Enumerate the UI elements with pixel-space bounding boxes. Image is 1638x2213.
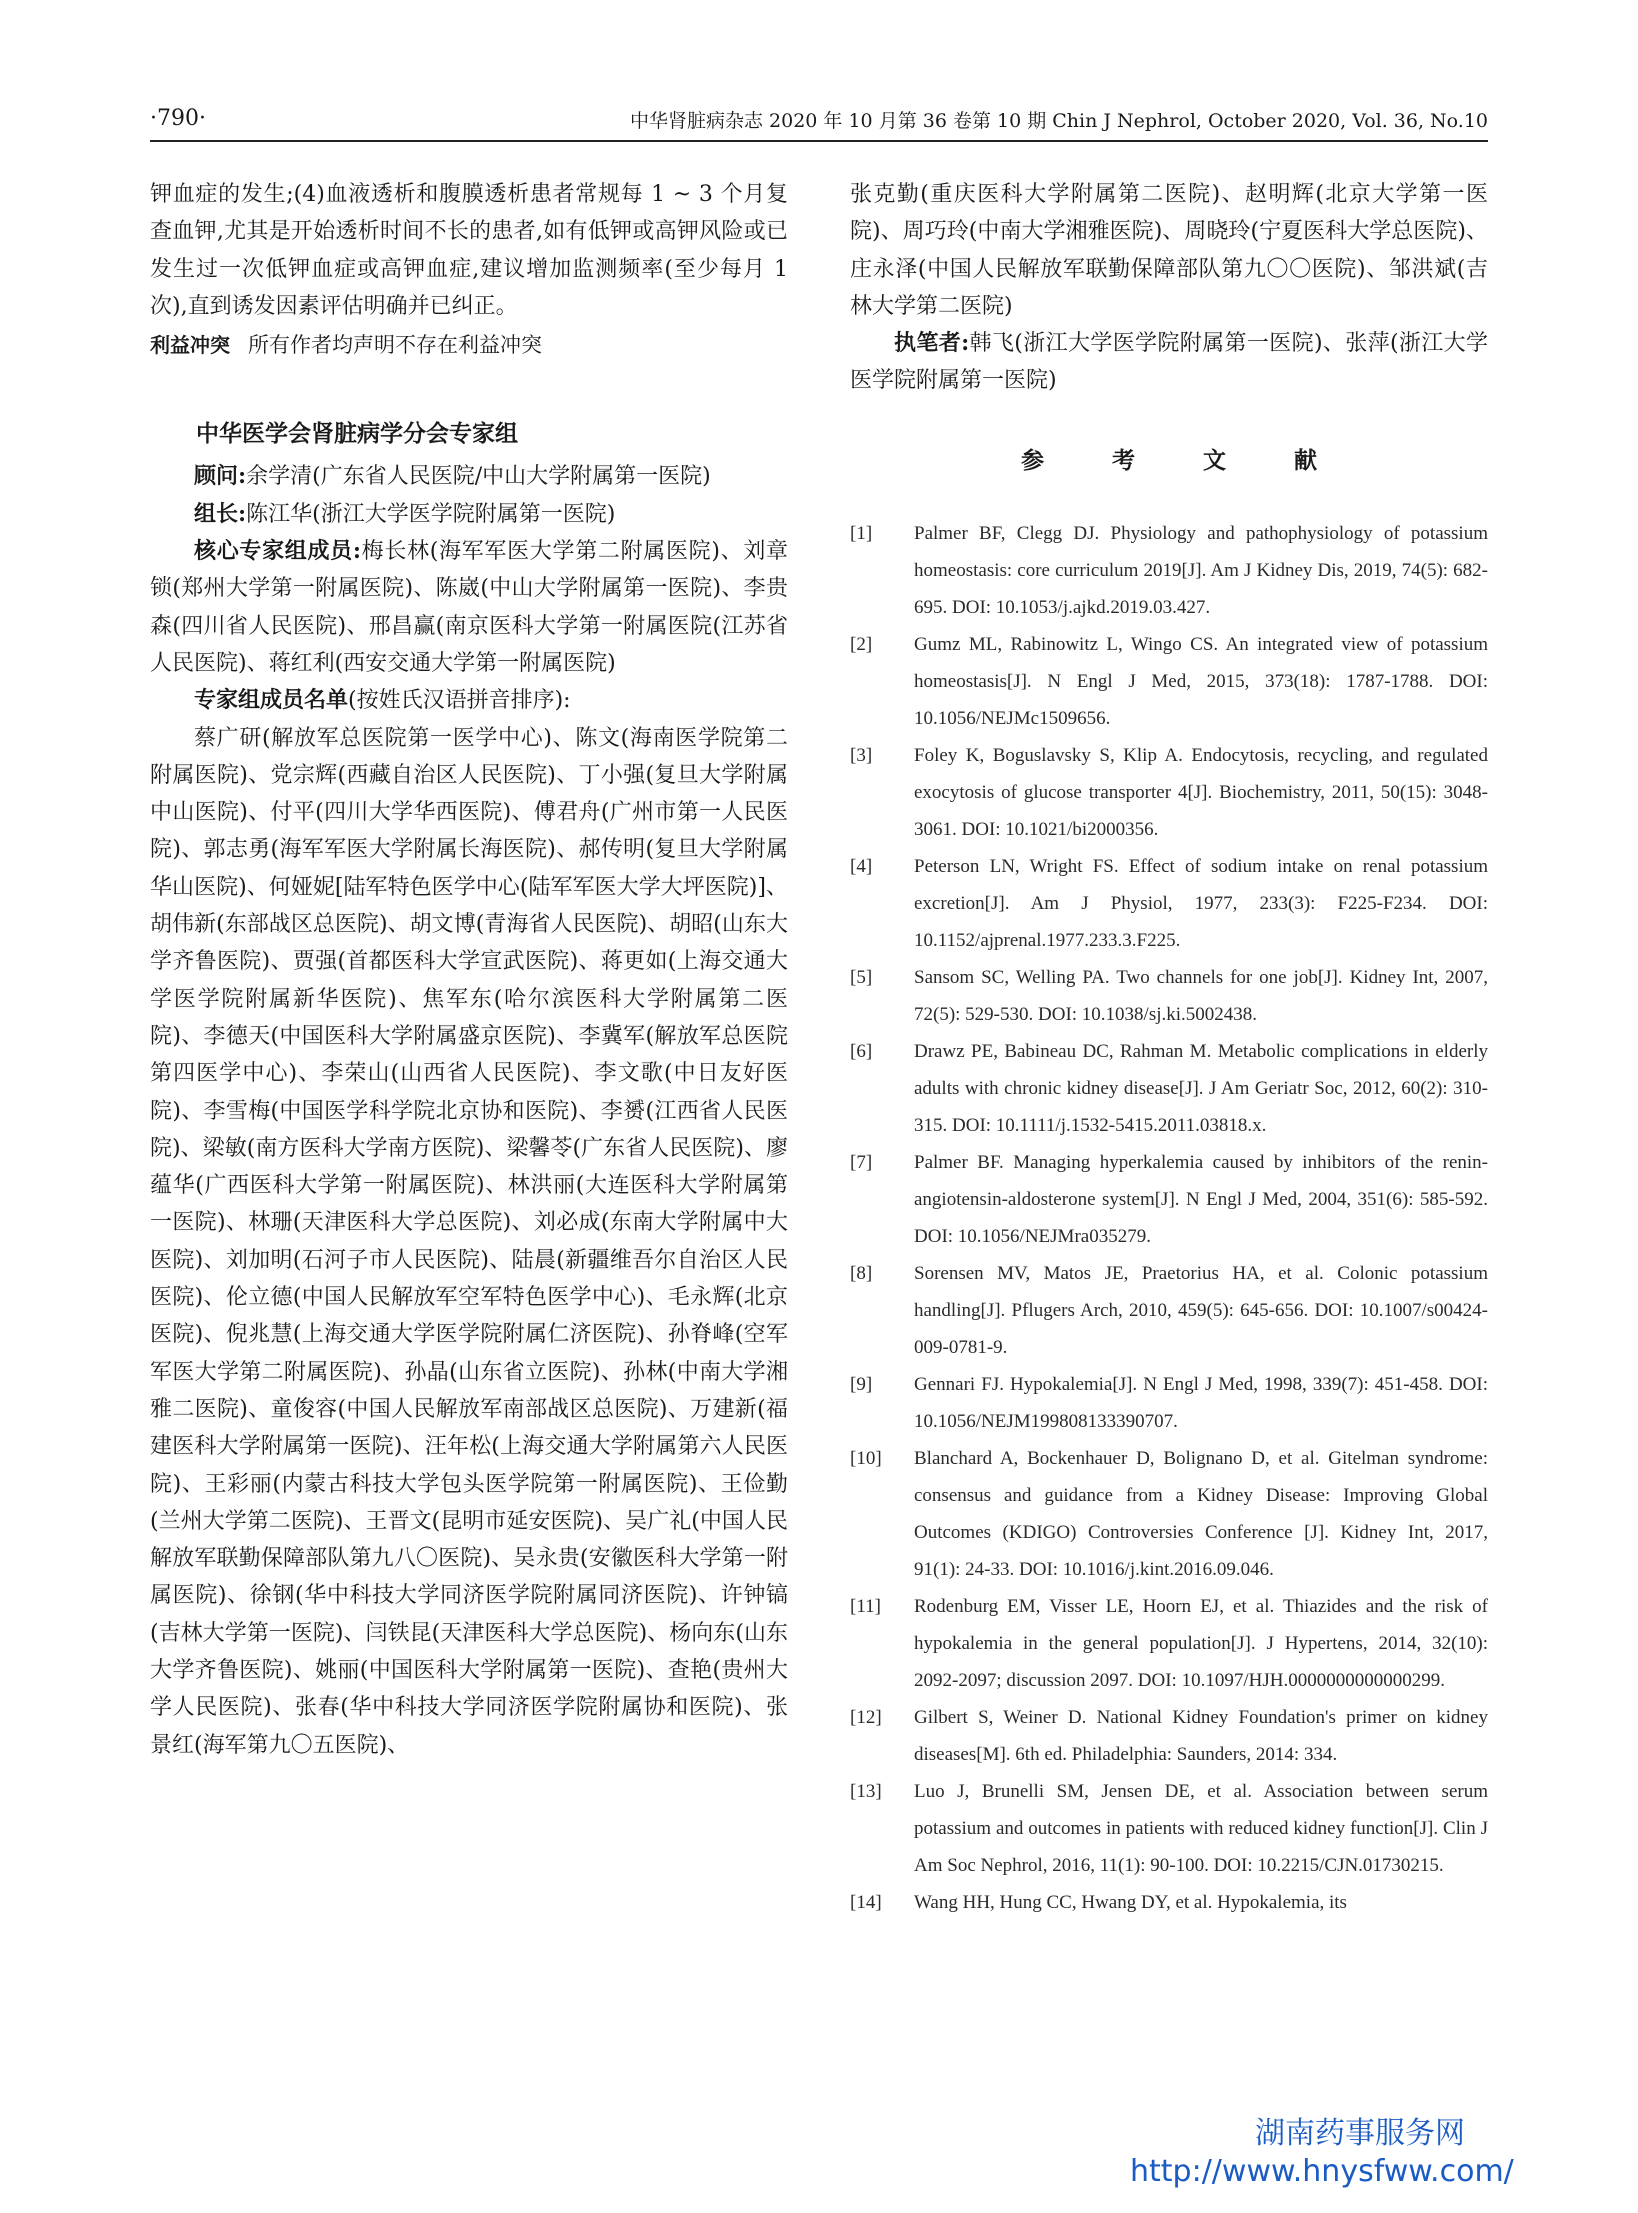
reference-item: [850, 959, 1488, 1033]
reference-text: Gennari FJ. Hypokalemia[J]. N Engl J Med, 1998, 339(7): 451-458. DOI: 10.1056/NEJM199808133390707.: [914, 1373, 1488, 1432]
reference-text: Palmer BF, Clegg DJ. Physiology and pathophysiology of potassium homeostasis: core curriculum 2019[J]. Am J Kidney Dis, 2019, 74(5): 682-695. DOI: 10.1053/j.ajkd.2019.03.427.: [914, 522, 1488, 618]
reference-text: Rodenburg EM, Visser LE, Hoorn EJ, et al. Thiazides and the risk of hypokalemia in the general population[J]. J Hypertens, 2014, 32(10): 2092-2097; discussion 2097. DOI: 10.1097/HJH.0000000000000299.: [914, 1595, 1488, 1691]
reference-number: [12]: [850, 1706, 882, 1728]
references-title: 参 考 文 献: [1020, 447, 1348, 474]
reference-item: [850, 1366, 1488, 1440]
members-note: (按姓氏汉语拼音排序):: [348, 688, 571, 714]
reference-item: [850, 1033, 1488, 1144]
reference-item: [850, 1440, 1488, 1588]
reference-item: [850, 1699, 1488, 1773]
reference-text: Palmer BF. Managing hyperkalemia caused by inhibitors of the renin-angiotensin-aldosterone system[J]. N Engl J Med, 2004, 351(6): 585-592. DOI: 10.1056/NEJMra035279.: [914, 1151, 1488, 1247]
group-leader: [150, 496, 788, 533]
writers-label: 执笔者:: [894, 330, 970, 357]
advisor-label: 顾问:: [194, 463, 247, 490]
members-list-continued: 张克勤(重庆医科大学附属第二医院)、赵明辉(北京大学第一医院)、周巧玲(中南大学湘雅医院)、周晓玲(宁夏医科大学总医院)、庄永泽(中国人民解放军联勤保障部队第九〇〇医院)、邹洪斌(吉林大学第二医院): [850, 182, 1488, 319]
conflict-text: 所有作者均声明不存在利益冲突: [248, 333, 542, 358]
reference-text: Gilbert S, Weiner D. National Kidney Foundation's primer on kidney diseases[M]. 6th ed. Philadelphia: Saunders, 2014: 334.: [914, 1706, 1488, 1765]
reference-list: [850, 515, 1488, 1921]
reference-item: [850, 1255, 1488, 1366]
reference-text: Sansom SC, Welling PA. Two channels for one job[J]. Kidney Int, 2007, 72(5): 529-530. DOI: 10.1038/sj.ki.5002438.: [914, 966, 1488, 1025]
reference-number: [7]: [850, 1151, 873, 1173]
left-column: [150, 176, 788, 1764]
reference-item: [850, 1884, 1488, 1921]
conflict-label: 利益冲突: [150, 333, 230, 358]
reference-number: [13]: [850, 1780, 882, 1802]
reference-item: [850, 1588, 1488, 1699]
advisor: [150, 458, 788, 495]
expert-group-title: 中华医学会肾脏病学分会专家组: [196, 421, 518, 448]
writers-text: 韩飞(浙江大学医学院附属第一医院)、张萍(浙江大学医学院附属第一医院): [850, 331, 1488, 394]
core-members-label: 核心专家组成员:: [194, 538, 361, 565]
reference-text: Luo J, Brunelli SM, Jensen DE, et al. Association between serum potassium and outcomes in patients with reduced kidney function[J]. Clin J Am Soc Nephrol, 2016, 11(1): 90-100. DOI: 10.2215/CJN.01730215.: [914, 1780, 1488, 1876]
reference-text: Gumz ML, Rabinowitz L, Wingo CS. An integrated view of potassium homeostasis[J]. N Engl J Med, 2015, 373(18): 1787-1788. DOI: 10.1056/NEJMc1509656.: [914, 633, 1488, 729]
reference-number: [9]: [850, 1373, 873, 1395]
members-label: 专家组成员名单: [194, 687, 349, 714]
reference-number: [10]: [850, 1447, 882, 1469]
reference-number: [1]: [850, 522, 873, 544]
reference-item: [850, 737, 1488, 848]
reference-text: Drawz PE, Babineau DC, Rahman M. Metabolic complications in elderly adults with chronic kidney disease[J]. J Am Geriatr Soc, 2012, 60(2): 310-315. DOI: 10.1111/j.1532-5415.2011.03818.x.: [914, 1040, 1488, 1136]
reference-number: [5]: [850, 966, 873, 988]
members-list: 蔡广研(解放军总医院第一医学中心)、陈文(海南医学院第二附属医院)、党宗辉(西藏自治区人民医院)、丁小强(复旦大学附属中山医院)、付平(四川大学华西医院)、傅君舟(广州市第一人民医院)、郭志勇(海军军医大学附属长海医院)、郝传明(复旦大学附属华山医院)、何娅妮[陆军特色医学中心(陆军军医大学大坪医院)]、胡伟新(东部战区总医院)、胡文博(青海省人民医院)、胡昭(山东大学齐鲁医院)、贾强(首都医科大学宣武医院)、蒋更如(上海交通大学医学院附属新华医院)、焦军东(哈尔滨医科大学附属第二医院)、李德天(中国医科大学附属盛京医院)、李冀军(解放军总医院第四医学中心)、李荣山(山西省人民医院)、李文歌(中日友好医院)、李雪梅(中国医学科学院北京协和医院)、李赟(江西省人民医院)、梁敏(南方医科大学南方医院)、梁馨苓(广东省人民医院)、廖蕴华(广西医科大学第一附属医院)、林洪丽(大连医科大学附属第一医院)、林珊(天津医科大学总医院)、刘必成(东南大学附属中大医院)、刘加明(石河子市人民医院)、陆晨(新疆维吾尔自治区人民医院)、伦立德(中国人民解放军空军特色医学中心)、毛永辉(北京医院)、倪兆慧(上海交通大学医学院附属仁济医院)、孙脊峰(空军军医大学第二附属医院)、孙晶(山东省立医院)、孙林(中南大学湘雅二医院)、童俊容(中国人民解放军南部战区总医院)、万建新(福建医科大学附属第一医院)、汪年松(上海交通大学附属第六人民医院)、王彩丽(内蒙古科技大学包头医学院第一附属医院)、王俭勤(兰州大学第二医院)、王晋文(昆明市延安医院)、吴广礼(中国人民解放军联勤保障部队第九八〇医院)、吴永贵(安徽医科大学第一附属医院)、徐钢(华中科技大学同济医学院附属同济医院)、许钟镐(吉林大学第一医院)、闫铁昆(天津医科大学总医院)、杨向东(山东大学齐鲁医院)、姚丽(中国医科大学附属第一医院)、查艳(贵州大学人民医院)、张春(华中科技大学同济医学院附属协和医院)、张景红(海军第九〇五医院)、: [150, 725, 788, 1758]
reference-text: Peterson LN, Wright FS. Effect of sodium intake on renal potassium excretion[J]. Am J Physiol, 1977, 233(3): F225-F234. DOI: 10.1152/ajprenal.1977.233.3.F225.: [914, 855, 1488, 951]
reference-item: [850, 848, 1488, 959]
members-heading: [150, 682, 788, 719]
reference-text: Wang HH, Hung CC, Hwang DY, et al. Hypokalemia, its: [914, 1891, 1347, 1913]
reference-item: [850, 1144, 1488, 1255]
page-number: ·790·: [150, 106, 206, 131]
leader-label: 组长:: [194, 500, 247, 527]
page-header: [150, 100, 1488, 142]
reference-text: Sorensen MV, Matos JE, Praetorius HA, et al. Colonic potassium handling[J]. Pflugers Arch, 2010, 459(5): 645-656. DOI: 10.1007/s00424-009-0781-9.: [914, 1262, 1488, 1358]
core-members: [150, 533, 788, 682]
advisor-text: 余学清(广东省人民医院/中山大学附属第一医院): [246, 464, 711, 490]
intro-paragraph: 钾血症的发生;(4)血液透析和腹膜透析患者常规每 1 ~ 3 个月复查血钾,尤其是开始透析时间不长的患者,如有低钾或高钾风险或已发生过一次低钾血症或高钾血症,建议增加监测频率(至少每月 1 次),直到诱发因素评估明确并已纠正。: [150, 182, 788, 319]
reference-number: [14]: [850, 1891, 882, 1913]
reference-item: [850, 1773, 1488, 1884]
reference-item: [850, 626, 1488, 737]
journal-running-title: 中华肾脏病杂志 2020 年 10 月第 36 卷第 10 期 Chin J Nephrol, October 2020, Vol. 36, No.10: [630, 110, 1488, 132]
writers: [850, 325, 1488, 400]
leader-text: 陈江华(浙江大学医学院附属第一医院): [246, 501, 616, 527]
reference-number: [3]: [850, 744, 873, 766]
reference-number: [2]: [850, 633, 873, 655]
site-watermark: [1130, 2108, 1550, 2189]
reference-number: [8]: [850, 1262, 873, 1284]
reference-text: Foley K, Boguslavsky S, Klip A. Endocytosis, recycling, and regulated exocytosis of glucose transporter 4[J]. Biochemistry, 2011, 50(15): 3048-3061. DOI: 10.1021/bi2000356.: [914, 744, 1488, 840]
reference-item: [850, 515, 1488, 626]
reference-text: Blanchard A, Bockenhauer D, Bolignano D, et al. Gitelman syndrome: consensus and guidance from a Kidney Disease: Improving Global Outcomes (KDIGO) Controversies Conference [J]. Kidney Int, 2017, 91(1): 24-33. DOI: 10.1016/j.kint.2016.09.046.: [914, 1447, 1488, 1580]
watermark-name: 湖南药事服务网: [1255, 2116, 1465, 2151]
right-column: [850, 176, 1488, 1921]
watermark-url[interactable]: http://www.hnysfww.com/: [1130, 2154, 1514, 2189]
reference-number: [4]: [850, 855, 873, 877]
conflict-of-interest: [150, 327, 788, 364]
reference-number: [11]: [850, 1595, 881, 1617]
reference-number: [6]: [850, 1040, 873, 1062]
core-members-text: 梅长林(海军军医大学第二附属医院)、刘章锁(郑州大学第一附属医院)、陈崴(中山大学附属第一医院)、李贵森(四川省人民医院)、邢昌赢(南京医科大学第一附属医院(江苏省人民医院)、蒋红利(西安交通大学第一附属医院): [150, 539, 789, 676]
